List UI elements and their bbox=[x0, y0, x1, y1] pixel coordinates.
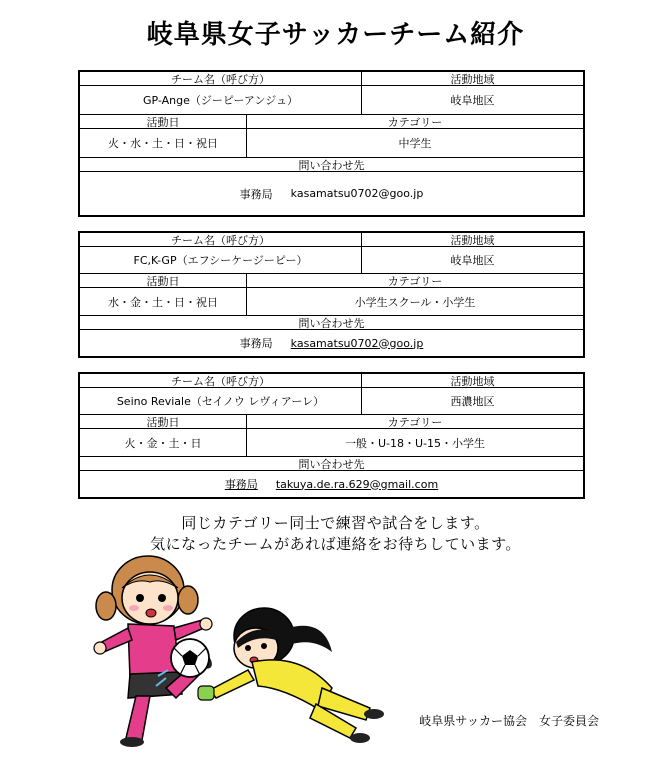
contact-email[interactable]: kasamatsu0702@goo.jp bbox=[290, 336, 424, 350]
team-days: 火・水・土・日・祝日 bbox=[108, 137, 218, 150]
contact-header: 問い合わせ先 bbox=[298, 158, 365, 171]
category-header: カテゴリー bbox=[246, 274, 583, 287]
contact-email[interactable]: kasamatsu0702@goo.jp bbox=[290, 187, 424, 200]
office-label: 事務局 bbox=[224, 478, 258, 491]
team-name-header: チーム名（呼び方） bbox=[171, 374, 270, 387]
days-header: 活動日 bbox=[146, 415, 180, 428]
team-name: FC,K-GP（エフシーケージーピー） bbox=[133, 254, 308, 267]
contact-info bbox=[80, 471, 583, 497]
team-category: 小学生スクール・小学生 bbox=[246, 288, 583, 315]
contact-email[interactable]: takuya.de.ra.629@gmail.com bbox=[275, 477, 439, 491]
team-card bbox=[78, 231, 585, 358]
page-title: 岐阜県女子サッカーチーム紹介 bbox=[146, 20, 525, 50]
contact-info bbox=[80, 172, 583, 215]
office-label: 事務局 bbox=[239, 337, 273, 350]
area-header: 活動地域 bbox=[361, 374, 583, 387]
team-name-header: チーム名（呼び方） bbox=[171, 233, 270, 246]
category-header: カテゴリー bbox=[246, 115, 583, 128]
message-line-1: 同じカテゴリー同士で練習や試合をします。 bbox=[181, 514, 490, 532]
team-days: 火・金・土・日 bbox=[124, 436, 202, 450]
footer-organization: 岐阜県サッカー協会 女子委員会 bbox=[419, 714, 599, 728]
team-card bbox=[78, 372, 585, 499]
area-header: 活動地域 bbox=[361, 233, 583, 246]
office-label: 事務局 bbox=[239, 187, 273, 201]
team-category: 中学生 bbox=[246, 129, 583, 157]
days-header: 活動日 bbox=[146, 115, 180, 128]
team-name-header: チーム名（呼び方） bbox=[171, 72, 270, 85]
team-category: 一般・U-18・U-15・小学生 bbox=[246, 429, 583, 456]
category-header: カテゴリー bbox=[246, 415, 583, 428]
contact-info bbox=[80, 330, 583, 356]
soccer-players-illustration bbox=[70, 548, 390, 748]
team-card bbox=[78, 70, 585, 217]
team-days: 水・金・土・日・祝日 bbox=[108, 295, 218, 309]
team-name: Seino Reviale（セイノウ レヴィアーレ） bbox=[116, 395, 325, 408]
contact-header: 問い合わせ先 bbox=[298, 457, 365, 470]
area-header: 活動地域 bbox=[361, 72, 583, 85]
team-name: GP-Ange（ジーピーアンジュ） bbox=[143, 94, 298, 107]
team-area: 岐阜地区 bbox=[361, 247, 583, 273]
team-area: 岐阜地区 bbox=[361, 86, 583, 114]
contact-header: 問い合わせ先 bbox=[298, 316, 365, 329]
girl-goalkeeper bbox=[198, 608, 384, 743]
team-area: 西濃地区 bbox=[361, 388, 583, 414]
days-header: 活動日 bbox=[146, 274, 180, 287]
message-line-2: 気になったチームがあれば連絡をお待ちしています。 bbox=[150, 535, 521, 553]
